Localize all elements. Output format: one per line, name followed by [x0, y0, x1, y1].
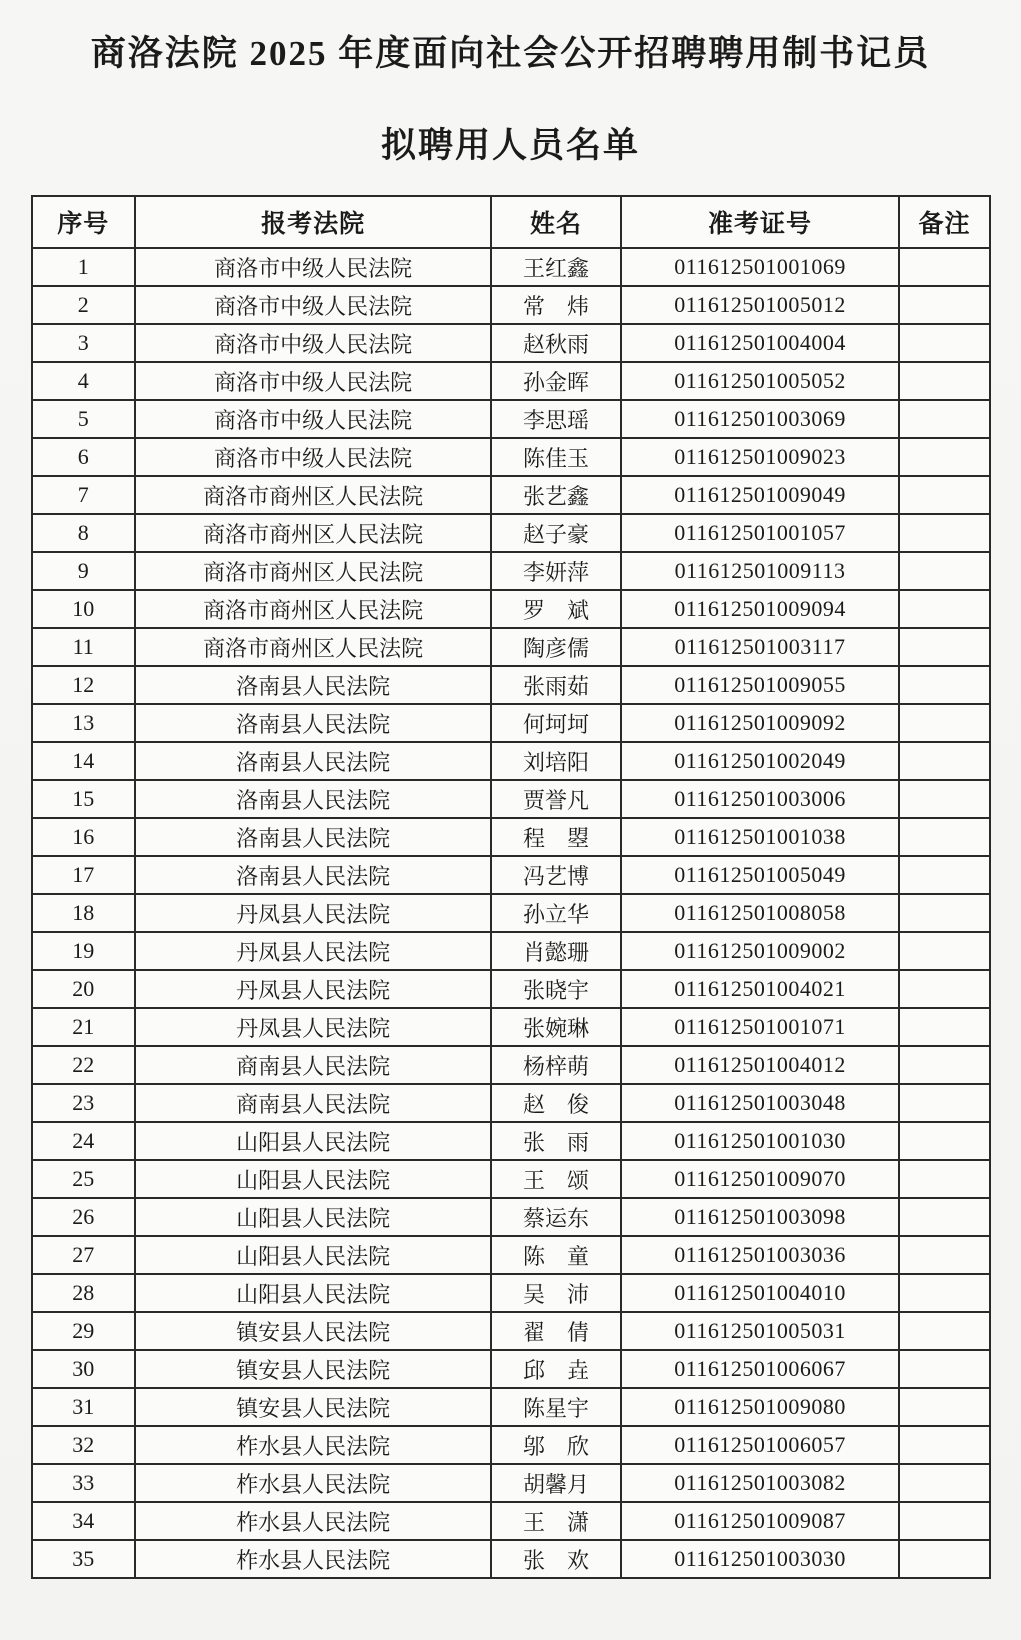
cell-court: 商洛市中级人民法院: [135, 362, 491, 400]
cell-ticket: 011612501009087: [621, 1502, 900, 1540]
cell-remark: [899, 1084, 989, 1122]
cell-ticket: 011612501005031: [621, 1312, 900, 1350]
table-row: [32, 628, 990, 666]
cell-ticket: 011612501003006: [621, 780, 900, 818]
cell-name: 罗 斌: [491, 590, 620, 628]
cell-ticket: 011612501003048: [621, 1084, 900, 1122]
cell-ticket: 011612501009094: [621, 590, 900, 628]
cell-remark: [899, 1122, 989, 1160]
cell-ticket: 011612501002049: [621, 742, 900, 780]
cell-remark: [899, 362, 989, 400]
cell-name: 贾誉凡: [491, 780, 620, 818]
cell-ticket: 011612501009092: [621, 704, 900, 742]
cell-no: 33: [32, 1464, 135, 1502]
table-row: [32, 1274, 990, 1312]
cell-court: 镇安县人民法院: [135, 1312, 491, 1350]
cell-name: 陶彦儒: [491, 628, 620, 666]
cell-no: 31: [32, 1388, 135, 1426]
cell-no: 19: [32, 932, 135, 970]
cell-name: 陈星宇: [491, 1388, 620, 1426]
cell-no: 13: [32, 704, 135, 742]
table-row: [32, 1350, 990, 1388]
cell-name: 胡馨月: [491, 1464, 620, 1502]
cell-name: 王 颂: [491, 1160, 620, 1198]
cell-court: 洛南县人民法院: [135, 742, 491, 780]
cell-remark: [899, 704, 989, 742]
cell-ticket: 011612501004004: [621, 324, 900, 362]
cell-court: 山阳县人民法院: [135, 1236, 491, 1274]
header-serial-number: 序号: [32, 196, 135, 248]
cell-name: 王 潇: [491, 1502, 620, 1540]
cell-court: 柞水县人民法院: [135, 1464, 491, 1502]
cell-remark: [899, 932, 989, 970]
cell-name: 张 雨: [491, 1122, 620, 1160]
table-row: [32, 438, 990, 476]
cell-name: 何坷坷: [491, 704, 620, 742]
table-row: [32, 1046, 990, 1084]
cell-court: 丹凤县人民法院: [135, 894, 491, 932]
cell-no: 26: [32, 1198, 135, 1236]
cell-no: 8: [32, 514, 135, 552]
cell-name: 邬 欣: [491, 1426, 620, 1464]
cell-name: 王红鑫: [491, 248, 620, 286]
cell-ticket: 011612501003036: [621, 1236, 900, 1274]
cell-remark: [899, 970, 989, 1008]
header-name: 姓名: [491, 196, 620, 248]
cell-ticket: 011612501003082: [621, 1464, 900, 1502]
cell-remark: [899, 286, 989, 324]
cell-no: 3: [32, 324, 135, 362]
cell-no: 14: [32, 742, 135, 780]
table-row: [32, 1236, 990, 1274]
cell-court: 洛南县人民法院: [135, 818, 491, 856]
cell-court: 商洛市商州区人民法院: [135, 628, 491, 666]
cell-ticket: 011612501001057: [621, 514, 900, 552]
cell-court: 商洛市中级人民法院: [135, 438, 491, 476]
cell-court: 洛南县人民法院: [135, 666, 491, 704]
cell-ticket: 011612501004021: [621, 970, 900, 1008]
cell-remark: [899, 742, 989, 780]
cell-court: 商南县人民法院: [135, 1084, 491, 1122]
cell-court: 柞水县人民法院: [135, 1502, 491, 1540]
cell-court: 洛南县人民法院: [135, 704, 491, 742]
cell-ticket: 011612501009055: [621, 666, 900, 704]
cell-remark: [899, 1198, 989, 1236]
cell-ticket: 011612501005049: [621, 856, 900, 894]
cell-court: 丹凤县人民法院: [135, 932, 491, 970]
cell-ticket: 011612501003117: [621, 628, 900, 666]
table-row: [32, 1502, 990, 1540]
cell-name: 张婉琳: [491, 1008, 620, 1046]
cell-name: 陈 童: [491, 1236, 620, 1274]
header-remarks: 备注: [899, 196, 989, 248]
cell-remark: [899, 1046, 989, 1084]
cell-court: 商洛市中级人民法院: [135, 286, 491, 324]
header-ticket-number: 准考证号: [621, 196, 900, 248]
table-body: [32, 248, 990, 1578]
cell-ticket: 011612501005012: [621, 286, 900, 324]
cell-name: 程 曌: [491, 818, 620, 856]
table-row: [32, 1198, 990, 1236]
cell-court: 商洛市商州区人民法院: [135, 590, 491, 628]
cell-court: 商南县人民法院: [135, 1046, 491, 1084]
cell-name: 冯艺博: [491, 856, 620, 894]
cell-court: 商洛市中级人民法院: [135, 400, 491, 438]
cell-court: 柞水县人民法院: [135, 1426, 491, 1464]
cell-court: 柞水县人民法院: [135, 1540, 491, 1578]
table-row: [32, 704, 990, 742]
cell-no: 5: [32, 400, 135, 438]
table-row: [32, 742, 990, 780]
cell-ticket: 011612501005052: [621, 362, 900, 400]
cell-remark: [899, 818, 989, 856]
cell-no: 6: [32, 438, 135, 476]
cell-name: 张雨茹: [491, 666, 620, 704]
table-header-row: [32, 196, 990, 248]
table-row: [32, 514, 990, 552]
cell-no: 2: [32, 286, 135, 324]
cell-remark: [899, 666, 989, 704]
table-row: [32, 1388, 990, 1426]
cell-ticket: 011612501001069: [621, 248, 900, 286]
cell-ticket: 011612501003069: [621, 400, 900, 438]
cell-name: 张晓宇: [491, 970, 620, 1008]
cell-remark: [899, 1388, 989, 1426]
header-court-applied: 报考法院: [135, 196, 491, 248]
cell-no: 32: [32, 1426, 135, 1464]
cell-court: 商洛市商州区人民法院: [135, 514, 491, 552]
cell-no: 18: [32, 894, 135, 932]
cell-ticket: 011612501009002: [621, 932, 900, 970]
cell-remark: [899, 1350, 989, 1388]
cell-no: 16: [32, 818, 135, 856]
cell-ticket: 011612501009049: [621, 476, 900, 514]
cell-no: 12: [32, 666, 135, 704]
table-row: [32, 248, 990, 286]
cell-name: 蔡运东: [491, 1198, 620, 1236]
cell-remark: [899, 1502, 989, 1540]
table-row: [32, 1084, 990, 1122]
cell-remark: [899, 780, 989, 818]
cell-name: 邱 垚: [491, 1350, 620, 1388]
cell-remark: [899, 400, 989, 438]
cell-ticket: 011612501001071: [621, 1008, 900, 1046]
cell-no: 29: [32, 1312, 135, 1350]
document-subtitle: 拟聘用人员名单: [380, 126, 640, 165]
cell-name: 吴 沛: [491, 1274, 620, 1312]
cell-name: 赵 俊: [491, 1084, 620, 1122]
cell-name: 肖懿珊: [491, 932, 620, 970]
cell-name: 常 炜: [491, 286, 620, 324]
cell-no: 4: [32, 362, 135, 400]
cell-no: 22: [32, 1046, 135, 1084]
table-row: [32, 552, 990, 590]
table-row: [32, 1008, 990, 1046]
cell-name: 张艺鑫: [491, 476, 620, 514]
cell-court: 山阳县人民法院: [135, 1160, 491, 1198]
cell-court: 商洛市商州区人民法院: [135, 476, 491, 514]
cell-no: 34: [32, 1502, 135, 1540]
cell-ticket: 011612501009023: [621, 438, 900, 476]
cell-name: 孙立华: [491, 894, 620, 932]
cell-ticket: 011612501006067: [621, 1350, 900, 1388]
cell-no: 24: [32, 1122, 135, 1160]
cell-remark: [899, 324, 989, 362]
table-row: [32, 1160, 990, 1198]
table-row: [32, 970, 990, 1008]
table-row: [32, 780, 990, 818]
cell-no: 21: [32, 1008, 135, 1046]
cell-ticket: 011612501009113: [621, 552, 900, 590]
cell-remark: [899, 1464, 989, 1502]
cell-remark: [899, 248, 989, 286]
cell-name: 翟 倩: [491, 1312, 620, 1350]
cell-ticket: 011612501003098: [621, 1198, 900, 1236]
cell-court: 洛南县人民法院: [135, 780, 491, 818]
cell-no: 10: [32, 590, 135, 628]
cell-no: 27: [32, 1236, 135, 1274]
cell-court: 商洛市中级人民法院: [135, 324, 491, 362]
table-row: [32, 324, 990, 362]
cell-name: 孙金晖: [491, 362, 620, 400]
cell-remark: [899, 1236, 989, 1274]
cell-name: 张 欢: [491, 1540, 620, 1578]
cell-name: 刘培阳: [491, 742, 620, 780]
cell-name: 赵子豪: [491, 514, 620, 552]
cell-court: 洛南县人民法院: [135, 856, 491, 894]
cell-remark: [899, 438, 989, 476]
cell-name: 赵秋雨: [491, 324, 620, 362]
cell-court: 山阳县人民法院: [135, 1274, 491, 1312]
table-row: [32, 1540, 990, 1578]
cell-remark: [899, 514, 989, 552]
cell-remark: [899, 552, 989, 590]
table-row: [32, 476, 990, 514]
table-row: [32, 1122, 990, 1160]
cell-ticket: 011612501004012: [621, 1046, 900, 1084]
table-row: [32, 856, 990, 894]
cell-name: 李思瑶: [491, 400, 620, 438]
cell-no: 20: [32, 970, 135, 1008]
cell-ticket: 011612501009070: [621, 1160, 900, 1198]
table-row: [32, 818, 990, 856]
cell-remark: [899, 856, 989, 894]
cell-remark: [899, 476, 989, 514]
cell-ticket: 011612501008058: [621, 894, 900, 932]
cell-no: 11: [32, 628, 135, 666]
cell-remark: [899, 1008, 989, 1046]
cell-no: 7: [32, 476, 135, 514]
cell-remark: [899, 628, 989, 666]
cell-ticket: 011612501004010: [621, 1274, 900, 1312]
cell-remark: [899, 1312, 989, 1350]
cell-no: 25: [32, 1160, 135, 1198]
cell-court: 丹凤县人民法院: [135, 970, 491, 1008]
cell-no: 30: [32, 1350, 135, 1388]
table-row: [32, 1426, 990, 1464]
table-row: [32, 1312, 990, 1350]
cell-court: 丹凤县人民法院: [135, 1008, 491, 1046]
cell-court: 镇安县人民法院: [135, 1350, 491, 1388]
cell-ticket: 011612501001030: [621, 1122, 900, 1160]
cell-court: 镇安县人民法院: [135, 1388, 491, 1426]
cell-no: 35: [32, 1540, 135, 1578]
cell-court: 山阳县人民法院: [135, 1122, 491, 1160]
cell-name: 陈佳玉: [491, 438, 620, 476]
cell-name: 杨梓萌: [491, 1046, 620, 1084]
roster-table: [31, 195, 991, 1579]
table-row: [32, 932, 990, 970]
table-row: [32, 590, 990, 628]
cell-remark: [899, 894, 989, 932]
table-row: [32, 286, 990, 324]
cell-no: 1: [32, 248, 135, 286]
document-title: 商洛法院 2025 年度面向社会公开招聘聘用制书记员: [90, 34, 931, 73]
cell-remark: [899, 590, 989, 628]
cell-court: 商洛市商州区人民法院: [135, 552, 491, 590]
table-row: [32, 362, 990, 400]
cell-no: 17: [32, 856, 135, 894]
cell-ticket: 011612501009080: [621, 1388, 900, 1426]
cell-ticket: 011612501006057: [621, 1426, 900, 1464]
cell-court: 山阳县人民法院: [135, 1198, 491, 1236]
cell-court: 商洛市中级人民法院: [135, 248, 491, 286]
cell-remark: [899, 1274, 989, 1312]
cell-ticket: 011612501001038: [621, 818, 900, 856]
table-row: [32, 894, 990, 932]
cell-remark: [899, 1160, 989, 1198]
cell-no: 9: [32, 552, 135, 590]
table-row: [32, 1464, 990, 1502]
table-row: [32, 666, 990, 704]
cell-no: 28: [32, 1274, 135, 1312]
table-row: [32, 400, 990, 438]
cell-remark: [899, 1540, 989, 1578]
cell-remark: [899, 1426, 989, 1464]
cell-ticket: 011612501003030: [621, 1540, 900, 1578]
cell-name: 李妍萍: [491, 552, 620, 590]
cell-no: 23: [32, 1084, 135, 1122]
cell-no: 15: [32, 780, 135, 818]
